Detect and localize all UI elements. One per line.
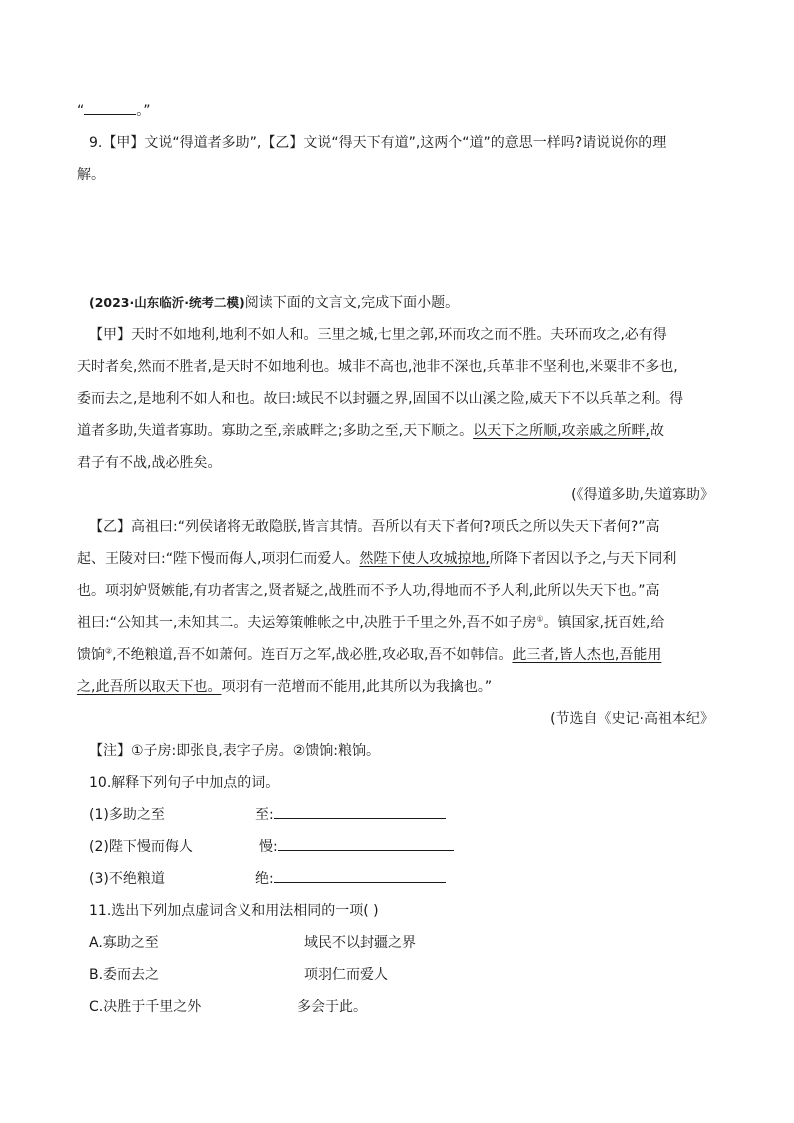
q10-item-1 bbox=[89, 805, 446, 825]
jia-line-3: 委而去之,是地利不如人和也。故曰:域民不以封疆之界,固国不以山溪之险,威天下不以兵革之利。得 bbox=[77, 391, 684, 407]
jia-underlined-sentence: 以天下之所顺,攻亲戚之所畔, bbox=[473, 423, 650, 439]
yi-line-4 bbox=[77, 613, 664, 633]
yi-text: 所降下者因以予之,与天下同利 bbox=[489, 551, 677, 567]
q11-title: 11.选出下列加点虚词含义和用法相同的一项( ) bbox=[89, 903, 379, 919]
exam-source: (2023·山东临沂·统考二模) bbox=[89, 295, 245, 310]
yi-text: ,不绝粮道,吾不如萧何。连百万之军,战必胜,攻必取,吾不如韩信。 bbox=[112, 647, 513, 663]
passage-header bbox=[89, 293, 459, 313]
q10-sentence: (3)不绝粮道 bbox=[89, 871, 165, 887]
option-right: 域民不以封疆之界 bbox=[304, 935, 416, 951]
yi-text: 馈饷 bbox=[77, 647, 105, 663]
jia-source: (《得道多助,失道寡助》 bbox=[571, 487, 714, 503]
yi-underlined-sentence-2-end: 之,此吾所以取天下也。 bbox=[77, 679, 222, 695]
jia-line-1: 【甲】天时不如地利,地利不如人和。三里之城,七里之郭,环而攻之而不胜。夫环而攻之,必有得 bbox=[89, 327, 667, 343]
q10-item-2 bbox=[89, 837, 454, 857]
q11-option-a[interactable] bbox=[89, 933, 416, 953]
yi-line-2 bbox=[77, 549, 676, 569]
q11-option-c[interactable] bbox=[89, 997, 367, 1017]
q10-sentence: (2)陛下慢而侮人 bbox=[89, 839, 193, 855]
jia-text: 道者多助,失道者寡助。寡助之至,亲戚畔之;多助之至,天下顺之。 bbox=[77, 423, 474, 439]
yi-line-5 bbox=[77, 645, 661, 665]
jia-line-2: 天时者矣,然而不胜者,是天时不如地利也。城非不高也,池非不深也,兵革非不坚利也,米粟非不多也, bbox=[77, 359, 678, 375]
option-left: A.寡助之至 bbox=[89, 935, 159, 951]
q11-option-b[interactable] bbox=[89, 965, 388, 985]
answer-blank[interactable] bbox=[278, 838, 454, 851]
passage-instruction: 阅读下面的文言文,完成下面小题。 bbox=[244, 295, 460, 311]
q10-word: 至: bbox=[255, 807, 274, 823]
annotation-note: 【注】①子房:即张良,表字子房。②馈饷:粮饷。 bbox=[89, 743, 380, 759]
option-left: B.委而去之 bbox=[89, 967, 160, 983]
jia-line-5: 君子有不战,战必胜矣。 bbox=[77, 455, 222, 471]
q10-word: 慢: bbox=[259, 839, 278, 855]
q8-answer-tail bbox=[77, 101, 151, 121]
yi-underlined-sentence-1: 然陛下使人攻城掠地, bbox=[359, 551, 490, 567]
jia-line-4 bbox=[77, 421, 664, 441]
yi-line-6 bbox=[77, 677, 492, 697]
option-right: 项羽仁而爱人 bbox=[304, 967, 388, 983]
answer-blank[interactable] bbox=[274, 870, 446, 883]
q10-sentence: (1)多助之至 bbox=[89, 807, 165, 823]
yi-line-3: 也。项羽妒贤嫉能,有功者害之,贤者疑之,战胜而不予人功,得地而不予人利,此所以失天下也。”高 bbox=[77, 583, 660, 599]
yi-text: 起、王陵对曰:“陛下慢而侮人,项羽仁而爱人。 bbox=[77, 551, 360, 567]
yi-text: 祖曰:“公知其一,未知其二。夫运筹策帷帐之中,决胜于千里之外,吾不如子房 bbox=[77, 615, 537, 631]
footnote-marker-1: ① bbox=[536, 614, 544, 624]
option-left: C.决胜于千里之外 bbox=[89, 999, 202, 1015]
q10-title: 10.解释下列句子中加点的词。 bbox=[89, 775, 280, 791]
yi-text: 项羽有一范增而不能用,此其所以为我擒也。” bbox=[221, 679, 493, 695]
option-right: 多会于此。 bbox=[297, 999, 367, 1015]
q9-line-1: 9.【甲】文说“得道者多助”,【乙】文说“得天下有道”,这两个“道”的意思一样吗?请说说你的理 bbox=[89, 135, 667, 151]
yi-text: 。镇国家,抚百姓,给 bbox=[543, 615, 665, 631]
q10-word: 绝: bbox=[255, 871, 274, 887]
close-quote: 。” bbox=[136, 103, 151, 119]
footnote-marker-2: ② bbox=[105, 646, 113, 656]
answer-blank[interactable] bbox=[84, 102, 136, 115]
yi-source: (节选自《史记·高祖本纪》 bbox=[550, 711, 714, 727]
jia-text: 故 bbox=[649, 423, 664, 439]
q9-line-2: 解。 bbox=[77, 167, 105, 183]
yi-underlined-sentence-2: 此三者,皆人杰也,吾能用 bbox=[512, 647, 662, 663]
open-quote: “ bbox=[77, 103, 85, 119]
answer-blank[interactable] bbox=[274, 806, 446, 819]
q10-item-3 bbox=[89, 869, 446, 889]
yi-line-1: 【乙】高祖曰:“列侯诸将无敢隐朕,皆言其情。吾所以有天下者何?项氏之所以失天下者何?”高 bbox=[89, 519, 660, 535]
